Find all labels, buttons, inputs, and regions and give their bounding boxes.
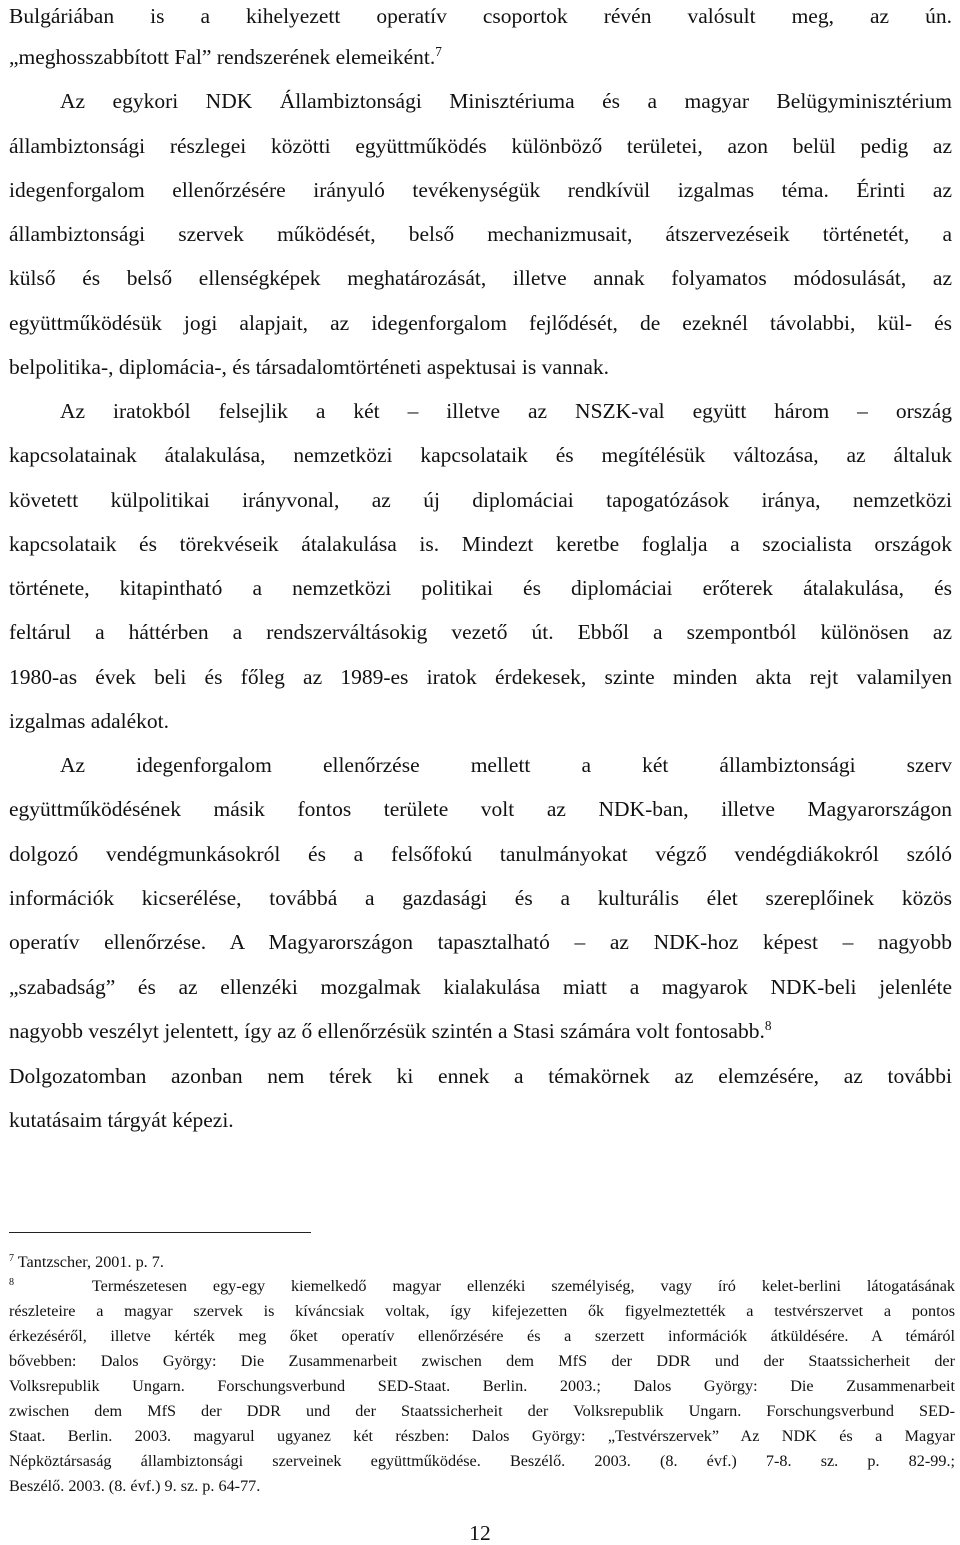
paragraph-line: nagyobb veszélyt jelentett, így az ő ellenőrzésük szintén a Stasi számára volt fontosabb.$^8$ [9,1018,772,1043]
page-number: 12 [469,1521,491,1545]
footnote-ref-7[interactable]: 7 [435,44,442,60]
footnote-line: Népköztársaság állambiztonsági szerveinek együttműködése. Beszélő. 2003. (8. évf.) 7-8. sz. p. 82-99.; [9,1452,955,1470]
paragraph-line: Az iratokból felsejlik a két – illetve az NSZK-val együtt három – ország [60,399,952,423]
paragraph-line: belpolitika-, diplomácia-, és társadalomtörténeti aspektusai is vannak. [9,355,610,379]
paragraph-line: dolgozó vendégmunkásokról és a felsőfokú tanulmányokat végző vendégdiákokról szóló [9,842,952,866]
footnote-line: Staat. Berlin. 2003. magyarul ugyanez két részben: Dalos György: „Testvérszervek” Az NDK és a Magyar [9,1427,955,1445]
footnote-7: $^7$ Tantzscher, 2001. p. 7. [9,1252,164,1271]
paragraph-line: Az egykori NDK Állambiztonsági Minisztériuma és a magyar Belügyminisztérium [60,89,952,113]
paragraph-line: együttműködésének másik fontos területe volt az NDK-ban, illetve Magyarországon [9,797,952,821]
paragraph-line: Bulgáriában is a kihelyezett operatív csoportok révén valósult meg, az ún. [9,4,952,28]
paragraph-line: együttműködésük jogi alapjait, az idegenforgalom fejlődését, de ezeknél távolabbi, kül- és [9,311,952,335]
footnote-line: Beszélő. 2003. (8. évf.) 9. sz. p. 64-77. [9,1477,261,1495]
paragraph-line: információk kicserélése, továbbá a gazdasági és a kulturális élet szereplőinek közös [9,886,952,910]
footnote-mark-8: 8 [9,1276,15,1288]
paragraph-line: Az idegenforgalom ellenőrzése mellett a két állambiztonsági szerv [60,753,952,777]
paragraph-line: operatív ellenőrzése. A Magyarországon tapasztalható – az NDK-hoz képest – nagyobb [9,930,952,954]
footnote-separator [9,1232,311,1233]
footnote-ref-8[interactable]: 8 [764,1018,772,1034]
paragraph-line: kutatásaim tárgyát képezi. [9,1108,234,1132]
paragraph-line: „meghosszabbított Fal” rendszerének elemeiként.$^7$ [9,44,442,69]
footnote-line: érkezéséről, illetve kérték meg őket operatív ellenőrzésére és a szerzett információk átküldésére. A témáról [9,1327,955,1345]
paragraph-line: követett külpolitikai irányvonal, az új diplomáciai tapogatózások iránya, nemzetközi [9,488,952,512]
footnote-mark-7: 7 [9,1252,15,1264]
paragraph-line: 1980-as évek beli és főleg az 1989-es iratok érdekesek, szinte minden akta rejt valamilyen [9,665,952,689]
footnote-8: $^8$ Természetesen egy-egy kiemelkedő magyar ellenzéki személyiség, vagy író kelet-berlini látogatásának [9,1276,956,1295]
footnote-line: Volksrepublik Ungarn. Forschungsverbund SED-Staat. Berlin. 2003.; Dalos György: Die Zusammenarbeit [9,1377,955,1395]
footnote-line: részleteire a magyar szervek is kíváncsiak voltak, így kifejezetten ők figyelmeztették a testvérszervet a pontos [9,1302,955,1320]
paragraph-line: története, kitapintható a nemzetközi politikai és diplomáciai erőterek átalakulása, és [9,576,952,600]
paragraph-line: idegenforgalom ellenőrzésére irányuló tevékenységük rendkívül izgalmas téma. Érinti az [9,178,952,202]
paragraph-line: „szabadság” és az ellenzéki mozgalmak kialakulása miatt a magyarok NDK-beli jelenléte [9,975,952,999]
paragraph-line: Dolgozatomban azonban nem térek ki ennek a témakörnek az elemzésére, az további [9,1064,952,1088]
paragraph-line: külső és belső ellenségképek meghatározását, illetve annak folyamatos módosulását, az [9,266,952,290]
paragraph-line: izgalmas adalékot. [9,709,169,733]
paragraph-line: feltárul a háttérben a rendszerváltásokig vezető út. Ebből a szempontból különösen az [9,620,952,644]
paragraph-line: állambiztonsági részlegei közötti együttműködés különböző területei, azon belül pedig az [9,134,952,158]
footnote-line: zwischen dem MfS der DDR und der Staatssicherheit der Volksrepublik Ungarn. Forschungsverbund SED- [9,1402,955,1420]
paragraph-line: állambiztonsági szervek működését, belső mechanizmusait, átszervezéseik történetét, a [9,222,952,246]
footnote-line: bővebben: Dalos György: Die Zusammenarbeit zwischen dem MfS der DDR und der Staatssicherheit der [9,1352,955,1370]
paragraph-line: kapcsolatainak átalakulása, nemzetközi kapcsolataik és megítélésük változása, az általuk [9,443,952,467]
paragraph-line: kapcsolataik és törekvéseik átalakulása is. Mindezt keretbe foglalja a szocialista országok [9,532,952,556]
